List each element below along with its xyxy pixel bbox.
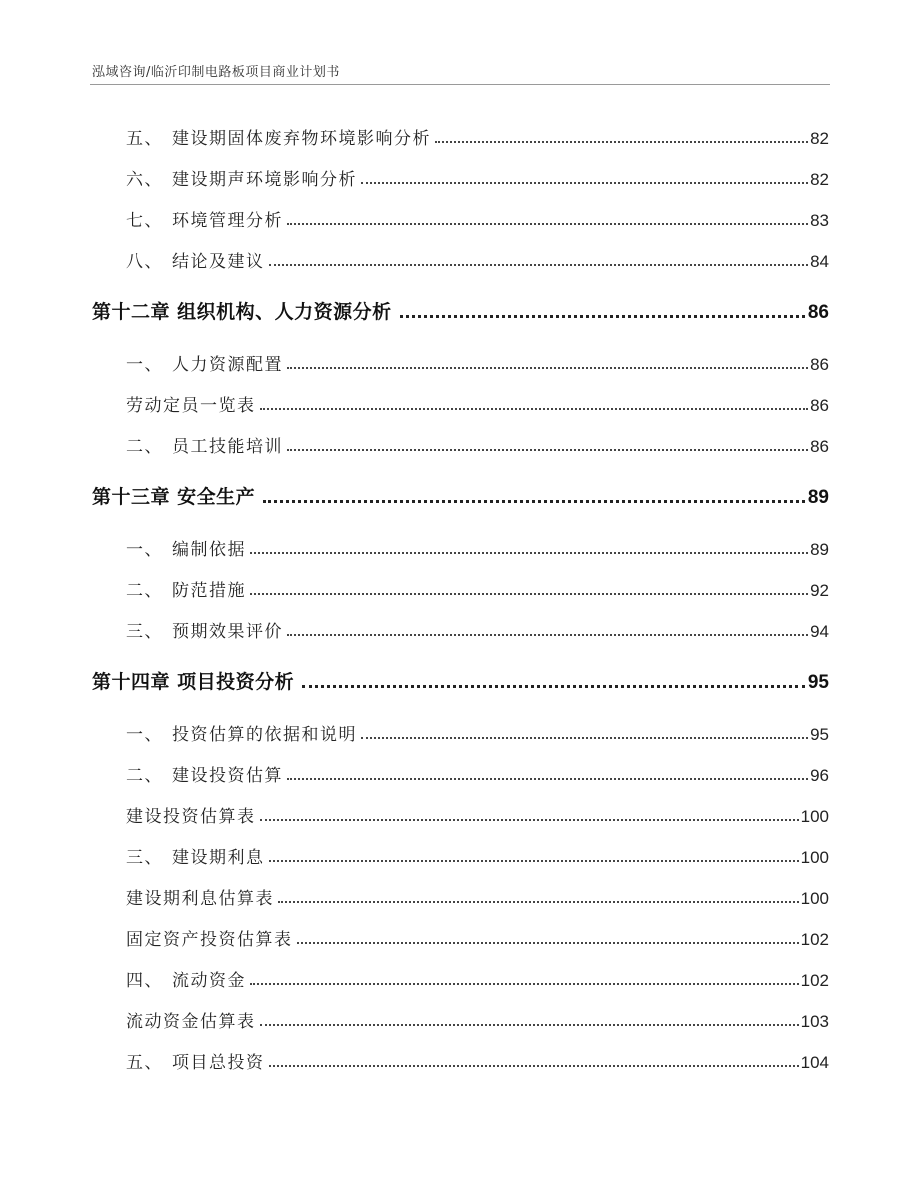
toc-entry-title: 建设期固体废弃物环境影响分析	[172, 129, 431, 149]
toc-entry-number: 二、	[126, 581, 163, 601]
toc-entry-page: 104	[800, 1053, 829, 1072]
toc-chapter-title: 第十四章 项目投资分析	[92, 671, 295, 693]
dot-leader	[260, 1024, 799, 1026]
toc-entry-title: 流动资金估算表	[126, 1012, 256, 1032]
toc-entry[interactable]	[126, 432, 829, 457]
dot-leader	[302, 685, 805, 688]
dot-leader	[435, 141, 808, 143]
toc-entry[interactable]	[126, 925, 829, 950]
toc-entry-title: 员工技能培训	[172, 437, 283, 457]
dot-leader	[269, 264, 809, 266]
toc-entry-page: 100	[800, 848, 829, 867]
toc-entry-title: 建设期利息估算表	[126, 889, 274, 909]
toc-entry[interactable]	[126, 391, 829, 416]
toc-entry[interactable]	[126, 206, 829, 231]
toc-chapter-entry[interactable]	[92, 482, 829, 509]
toc-entry-title: 建设期利息	[172, 848, 265, 868]
dot-leader	[250, 593, 808, 595]
toc-entry-title: 结论及建议	[172, 252, 265, 272]
toc-entry-page: 102	[800, 930, 829, 949]
toc-entry-title: 项目总投资	[172, 1053, 265, 1073]
toc-entry[interactable]	[126, 720, 829, 745]
toc-chapter-title: 第十三章 安全生产	[92, 486, 256, 508]
toc-entry[interactable]	[126, 843, 829, 868]
toc-entry-number: 八、	[126, 252, 163, 272]
dot-leader	[278, 901, 799, 903]
toc-entry-page: 82	[810, 129, 829, 148]
toc-entry[interactable]	[126, 1007, 829, 1032]
toc-entry-page: 92	[810, 581, 829, 600]
toc-entry-title: 投资估算的依据和说明	[172, 725, 357, 745]
toc-entry-number: 二、	[126, 766, 163, 786]
toc-entry[interactable]	[126, 350, 829, 375]
toc-entry-title: 环境管理分析	[172, 211, 283, 231]
toc-chapter-entry[interactable]	[92, 297, 829, 324]
toc-entry-title: 流动资金	[172, 971, 246, 991]
toc-chapter-page: 86	[807, 302, 829, 323]
toc-entry[interactable]	[126, 576, 829, 601]
dot-leader	[287, 778, 808, 780]
toc-entry-page: 102	[800, 971, 829, 990]
toc-chapter-page: 89	[807, 487, 829, 508]
toc-entry-number: 四、	[126, 971, 163, 991]
toc-entry-title: 固定资产投资估算表	[126, 930, 293, 950]
toc-entry-page: 100	[800, 807, 829, 826]
toc-entry-page: 103	[800, 1012, 829, 1031]
toc-entry-page: 84	[810, 252, 829, 271]
toc-entry-title: 防范措施	[172, 581, 246, 601]
toc-entry-title: 建设投资估算表	[126, 807, 256, 827]
dot-leader	[361, 737, 808, 739]
toc-entry-number: 五、	[126, 129, 163, 149]
toc-entry-page: 100	[800, 889, 829, 908]
toc-entry-page: 83	[810, 211, 829, 230]
dot-leader	[269, 1065, 799, 1067]
dot-leader	[269, 860, 799, 862]
running-header: 泓域咨询/临沂印制电路板项目商业计划书	[92, 65, 340, 80]
dot-leader	[260, 408, 809, 410]
toc-chapter-page: 95	[807, 672, 829, 693]
toc-entry-number: 五、	[126, 1053, 163, 1073]
toc-entry[interactable]	[126, 966, 829, 991]
dot-leader	[400, 315, 805, 318]
dot-leader	[260, 819, 799, 821]
dot-leader	[250, 552, 808, 554]
toc-entry-number: 一、	[126, 725, 163, 745]
dot-leader	[263, 500, 805, 503]
dot-leader	[287, 223, 808, 225]
toc-entry-page: 86	[810, 355, 829, 374]
toc-entry-title: 编制依据	[172, 540, 246, 560]
toc-entry[interactable]	[126, 802, 829, 827]
toc-entry-page: 86	[810, 437, 829, 456]
header-divider	[90, 84, 830, 85]
toc-entry-page: 94	[810, 622, 829, 641]
toc-entry[interactable]	[126, 247, 829, 272]
dot-leader	[361, 182, 808, 184]
toc-entry[interactable]	[126, 1048, 829, 1073]
toc-entry-title: 劳动定员一览表	[126, 396, 256, 416]
toc-entry-number: 一、	[126, 540, 163, 560]
dot-leader	[287, 449, 808, 451]
toc-entry[interactable]	[126, 761, 829, 786]
dot-leader	[250, 983, 799, 985]
toc-entry-number: 三、	[126, 622, 163, 642]
toc-entry[interactable]	[126, 617, 829, 642]
toc-entry-page: 95	[810, 725, 829, 744]
toc-entry-page: 96	[810, 766, 829, 785]
toc-entry-title: 预期效果评价	[172, 622, 283, 642]
toc-entry-page: 89	[810, 540, 829, 559]
toc-chapter-title: 第十二章 组织机构、人力资源分析	[92, 301, 392, 323]
toc-entry-title: 建设期声环境影响分析	[172, 170, 357, 190]
toc-entry[interactable]	[126, 124, 829, 149]
dot-leader	[287, 634, 808, 636]
toc-entry-page: 86	[810, 396, 829, 415]
toc-chapter-entry[interactable]	[92, 667, 829, 694]
toc-entry-number: 二、	[126, 437, 163, 457]
toc-entry-number: 三、	[126, 848, 163, 868]
toc-entry-title: 人力资源配置	[172, 355, 283, 375]
toc-entry[interactable]	[126, 884, 829, 909]
toc-entry-number: 一、	[126, 355, 163, 375]
toc-entry-number: 六、	[126, 170, 163, 190]
toc-entry-number: 七、	[126, 211, 163, 231]
toc-entry-title: 建设投资估算	[172, 766, 283, 786]
dot-leader	[287, 367, 808, 369]
dot-leader	[297, 942, 799, 944]
toc-entry[interactable]	[126, 165, 829, 190]
toc-entry[interactable]	[126, 535, 829, 560]
toc-entry-page: 82	[810, 170, 829, 189]
